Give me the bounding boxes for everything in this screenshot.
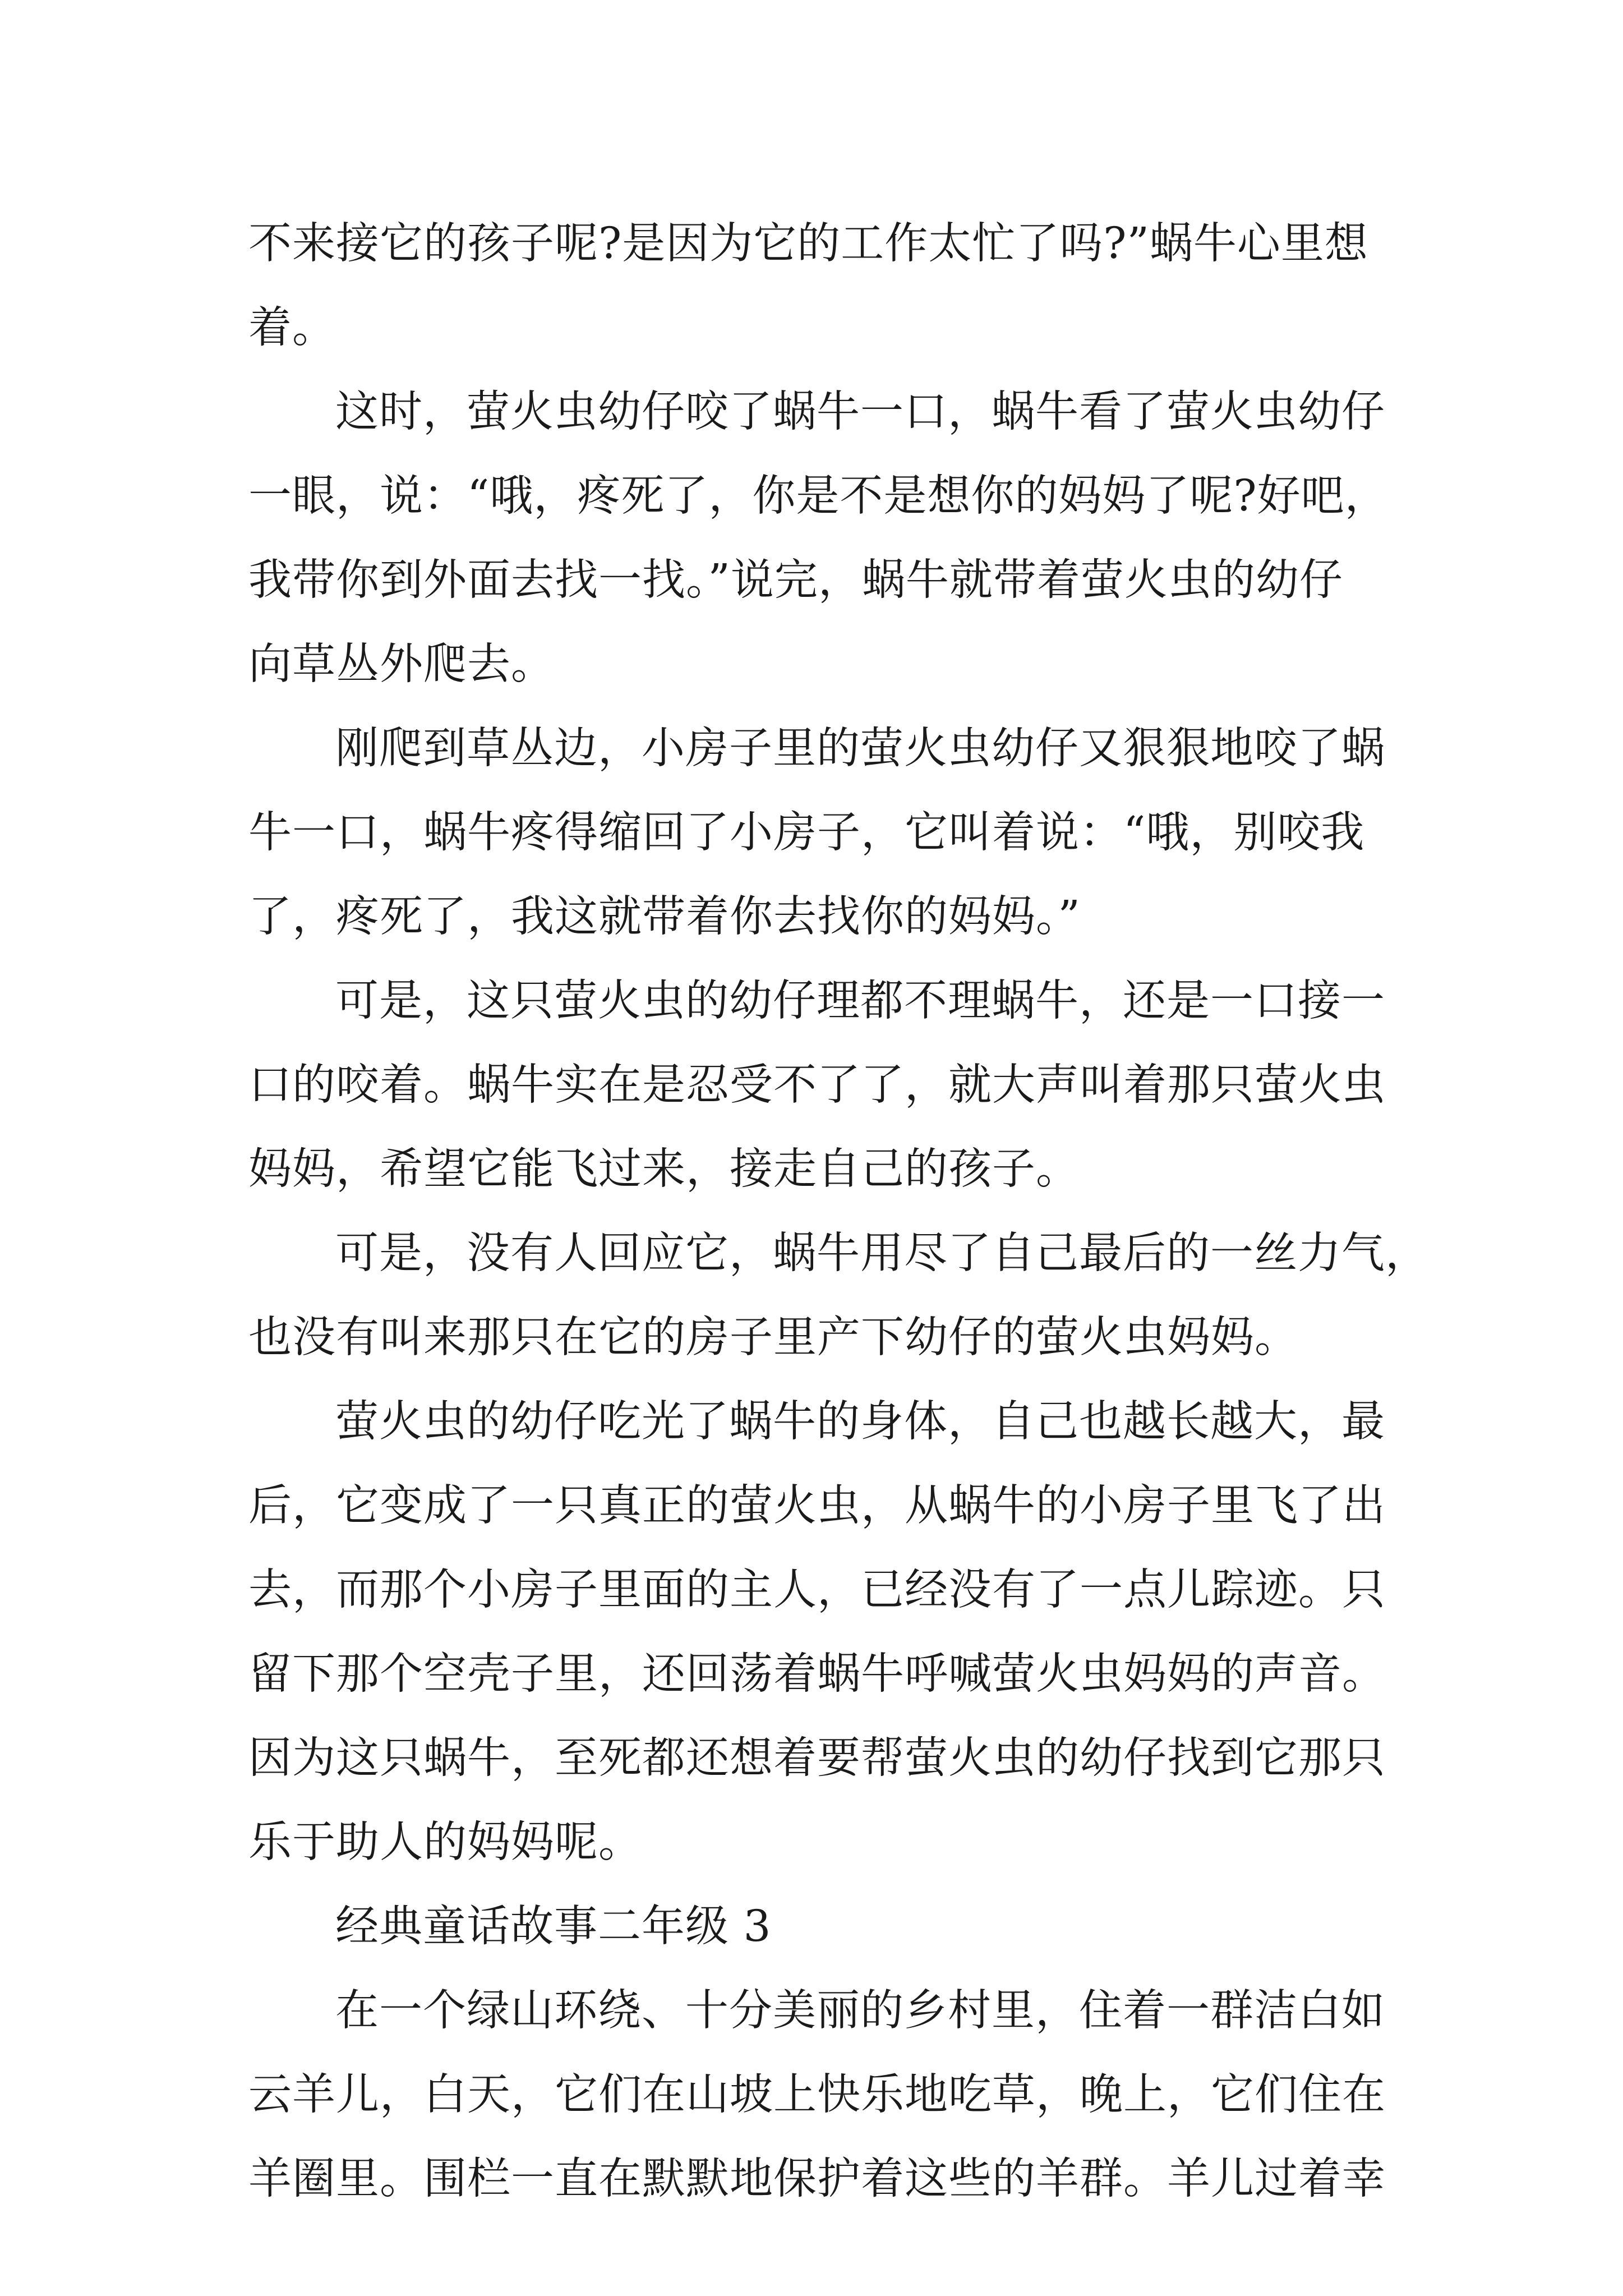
text-line: 一眼，说：“哦，疼死了，你是不是想你的妈妈了呢?好吧， [248,471,1389,521]
text-line: 可是，这只萤火虫的幼仔理都不理蜗牛，还是一口接一 [335,976,1385,1026]
text-line: 向草丛外爬去。 [248,639,555,689]
text-line: 牛一口，蜗牛疼得缩回了小房子，它叫着说：“哦，别咬我 [248,808,1365,858]
text-line: 云羊儿，白天，它们在山坡上快乐地吃草，晚上，它们住在 [248,2070,1386,2120]
text-line: 了，疼死了，我这就带着你去找你的妈妈。” [248,892,1081,942]
document-body [248,202,1429,2221]
text-line: 着。 [248,303,336,353]
text-line: 不来接它的孩子呢?是因为它的工作太忙了吗?”蜗牛心里想 [248,219,1368,269]
text-line: 刚爬到草丛边，小房子里的萤火虫幼仔又狠狠地咬了蜗 [335,724,1385,774]
text-line: 经典童话故事二年级 3 [335,1902,772,1952]
text-line: 羊圈里。围栏一直在默默地保护着这些的羊群。羊儿过着幸 [248,2154,1386,2204]
text-line: 这时，萤火虫幼仔咬了蜗牛一口，蜗牛看了萤火虫幼仔 [335,387,1385,437]
text-line: 在一个绿山环绕、十分美丽的乡村里，住着一群洁白如 [335,1986,1385,2036]
text-line: 口的咬着。蜗牛实在是忍受不了了，就大声叫着那只萤火虫 [248,1060,1386,1110]
text-line: 乐于助人的妈妈呢。 [248,1818,642,1867]
text-line: 也没有叫来那只在它的房子里产下幼仔的萤火虫妈妈。 [248,1313,1298,1363]
text-line: 萤火虫的幼仔吃光了蜗牛的身体，自己也越长越大，最 [335,1397,1385,1447]
text-line: 可是，没有人回应它，蜗牛用尽了自己最后的一丝力气， [335,1228,1429,1278]
text-line: 因为这只蜗牛，至死都还想着要帮萤火虫的幼仔找到它那只 [248,1733,1386,1783]
text-line: 我带你到外面去找一找。”说完，蜗牛就带着萤火虫的幼仔 [248,555,1343,605]
text-line: 妈妈，希望它能飞过来，接走自己的孩子。 [248,1144,1080,1194]
text-line: 留下那个空壳子里，还回荡着蜗牛呼喊萤火虫妈妈的声音。 [248,1649,1386,1699]
text-line: 去，而那个小房子里面的主人，已经没有了一点儿踪迹。只 [248,1565,1386,1615]
text-line: 后，它变成了一只真正的萤火虫，从蜗牛的小房子里飞了出 [248,1481,1386,1531]
